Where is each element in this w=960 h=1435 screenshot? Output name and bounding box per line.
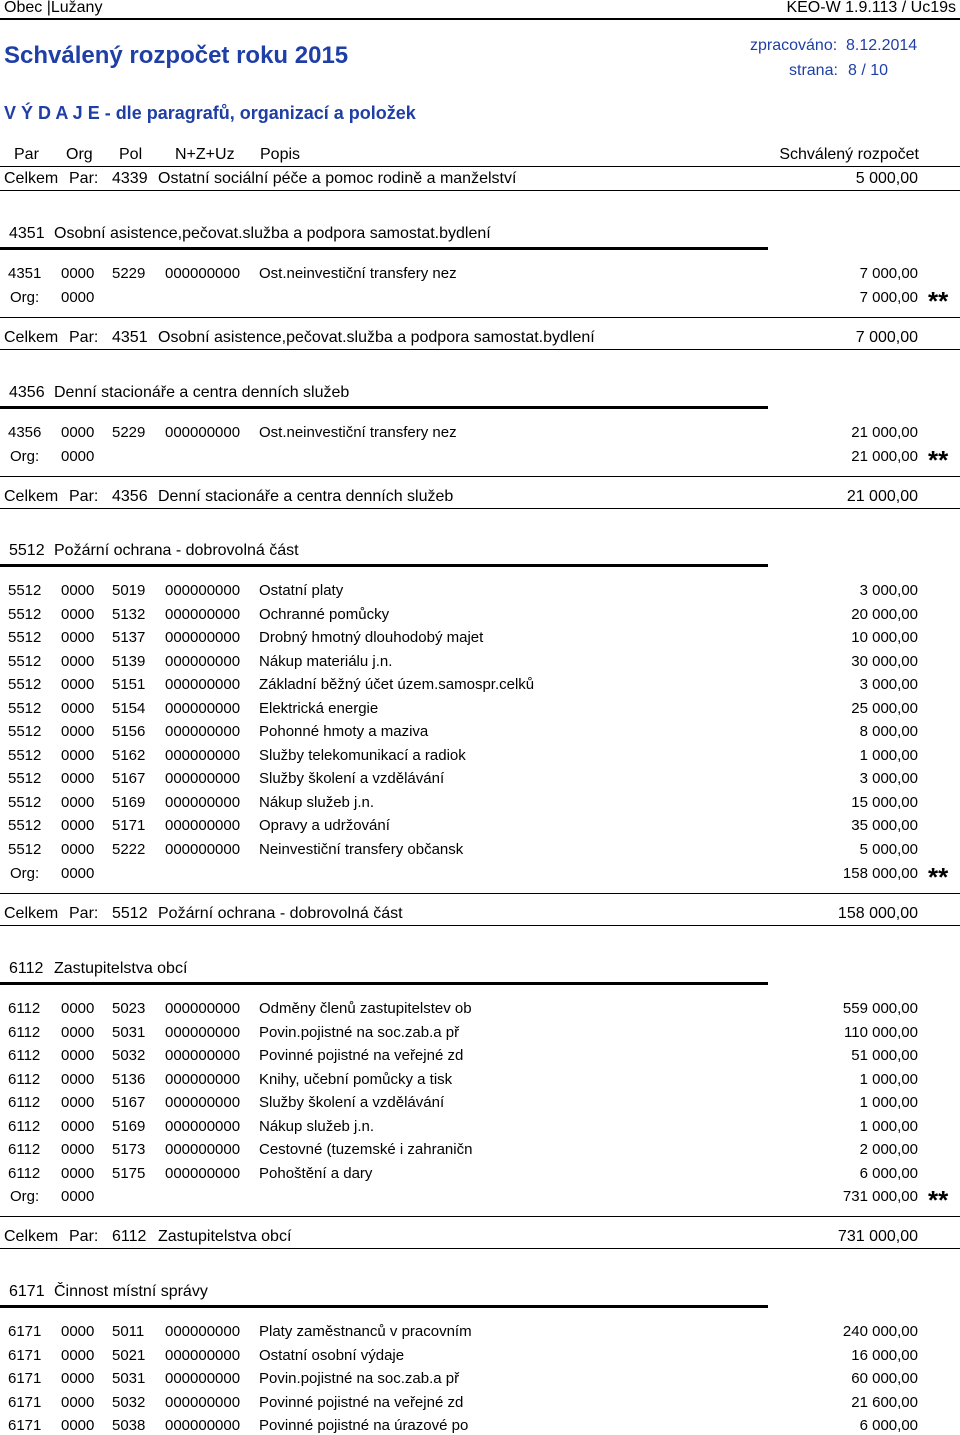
row-par: 5512 <box>8 653 42 670</box>
row-org: 0000 <box>61 629 95 646</box>
row-amount: 7 000,00 <box>859 265 918 282</box>
col-amount: Schválený rozpočet <box>779 146 919 163</box>
row-pol: 5167 <box>112 1094 146 1111</box>
org-label: Org: <box>10 289 40 306</box>
org-code: 0000 <box>61 289 95 306</box>
row-org: 0000 <box>61 1347 95 1364</box>
row-description: Nákup služeb j.n. <box>259 794 375 811</box>
row-amount: 240 000,00 <box>842 1323 918 1340</box>
row-org: 0000 <box>61 794 95 811</box>
section-par: 6171 <box>9 1283 45 1300</box>
section-par: 4351 <box>9 225 45 242</box>
org-label: Org: <box>10 1188 40 1205</box>
row-par: 5512 <box>8 747 42 764</box>
total-text: Požární ochrana - dobrovolná část <box>158 905 403 922</box>
row-description: Služby telekomunikací a radiok <box>259 747 466 764</box>
row-org: 0000 <box>61 841 95 858</box>
total-rule <box>0 190 960 191</box>
section-name: Požární ochrana - dobrovolná část <box>54 542 299 559</box>
row-nzu: 000000000 <box>165 841 241 858</box>
page-label: strana: <box>789 62 838 79</box>
row-amount: 2 000,00 <box>859 1141 918 1158</box>
row-nzu: 000000000 <box>165 582 241 599</box>
row-org: 0000 <box>61 1165 95 1182</box>
row-amount: 30 000,00 <box>851 653 918 670</box>
row-pol: 5031 <box>112 1370 146 1387</box>
row-nzu: 000000000 <box>165 606 241 623</box>
row-pol: 5175 <box>112 1165 146 1182</box>
row-pol: 5167 <box>112 770 146 787</box>
subtotal-rule <box>0 317 960 318</box>
row-org: 0000 <box>61 723 95 740</box>
row-nzu: 000000000 <box>165 1000 241 1017</box>
row-description: Povinné pojistné na úrazové po <box>259 1417 469 1434</box>
total-par-label: Par: <box>69 1228 99 1245</box>
total-par: 5512 <box>112 905 148 922</box>
row-description: Cestovné (tuzemské i zahraničn <box>259 1141 473 1158</box>
row-pol: 5169 <box>112 1118 146 1135</box>
row-description: Povinné pojistné na veřejné zd <box>259 1394 464 1411</box>
row-nzu: 000000000 <box>165 424 241 441</box>
row-amount: 6 000,00 <box>859 1165 918 1182</box>
section-rule <box>0 564 768 567</box>
row-nzu: 000000000 <box>165 1417 241 1434</box>
row-description: Knihy, učební pomůcky a tisk <box>259 1071 453 1088</box>
row-amount: 1 000,00 <box>859 1094 918 1111</box>
row-description: Odměny členů zastupitelstev ob <box>259 1000 472 1017</box>
row-amount: 5 000,00 <box>859 841 918 858</box>
row-par: 4356 <box>8 424 42 441</box>
row-description: Služby školení a vzdělávání <box>259 1094 445 1111</box>
row-nzu: 000000000 <box>165 1394 241 1411</box>
row-description: Ochranné pomůcky <box>259 606 390 623</box>
total-amount: 7 000,00 <box>855 329 918 346</box>
org-name: Obec |Lužany <box>4 0 103 16</box>
total-par: 4339 <box>112 170 148 187</box>
row-par: 6171 <box>8 1323 42 1340</box>
page-title: Schválený rozpočet roku 2015 <box>4 42 349 69</box>
total-par-label: Par: <box>69 905 99 922</box>
org-amount: 21 000,00 <box>851 448 918 465</box>
report-subtitle: V Ý D A J E - dle paragrafů, organizací a položek <box>4 103 416 123</box>
row-par: 4351 <box>8 265 42 282</box>
subtotal-stars: ** <box>928 445 949 475</box>
section-par: 6112 <box>9 960 44 977</box>
row-nzu: 000000000 <box>165 1165 241 1182</box>
row-org: 0000 <box>61 1394 95 1411</box>
row-nzu: 000000000 <box>165 700 241 717</box>
row-description: Povin.pojistné na soc.zab.a př <box>259 1024 460 1041</box>
row-org: 0000 <box>61 1094 95 1111</box>
row-description: Pohonné hmoty a maziva <box>259 723 429 740</box>
section-rule <box>0 1305 768 1308</box>
row-org: 0000 <box>61 1047 95 1064</box>
row-org: 0000 <box>61 1141 95 1158</box>
row-pol: 5023 <box>112 1000 146 1017</box>
row-description: Povinné pojistné na veřejné zd <box>259 1047 464 1064</box>
row-amount: 3 000,00 <box>859 770 918 787</box>
col-par: Par <box>14 146 39 163</box>
row-nzu: 000000000 <box>165 747 241 764</box>
row-pol: 5156 <box>112 723 146 740</box>
row-pol: 5154 <box>112 700 146 717</box>
subtotal-stars: ** <box>928 286 949 316</box>
row-par: 6171 <box>8 1347 42 1364</box>
row-amount: 6 000,00 <box>859 1417 918 1434</box>
total-label: Celkem <box>4 905 59 922</box>
row-amount: 21 600,00 <box>851 1394 918 1411</box>
org-amount: 731 000,00 <box>842 1188 918 1205</box>
total-rule <box>0 508 960 509</box>
row-pol: 5032 <box>112 1047 146 1064</box>
total-par: 4356 <box>112 488 148 505</box>
total-par-label: Par: <box>69 170 99 187</box>
row-amount: 21 000,00 <box>851 424 918 441</box>
org-label: Org: <box>10 865 40 882</box>
row-par: 6112 <box>8 1000 41 1017</box>
row-par: 5512 <box>8 770 42 787</box>
total-text: Osobní asistence,pečovat.služba a podpora samostat.bydlení <box>158 329 595 346</box>
row-org: 0000 <box>61 1024 95 1041</box>
version-label: KEO-W 1.9.113 / Uc19s <box>786 0 956 16</box>
row-pol: 5169 <box>112 794 146 811</box>
row-pol: 5011 <box>112 1323 145 1340</box>
row-par: 5512 <box>8 700 42 717</box>
row-org: 0000 <box>61 1417 95 1434</box>
row-amount: 110 000,00 <box>844 1024 918 1041</box>
row-org: 0000 <box>61 424 95 441</box>
total-text: Ostatní sociální péče a pomoc rodině a manželství <box>158 170 517 187</box>
row-pol: 5031 <box>112 1024 146 1041</box>
row-pol: 5171 <box>112 817 146 834</box>
total-rule <box>0 349 960 350</box>
subtotal-rule <box>0 1216 960 1217</box>
row-org: 0000 <box>61 700 95 717</box>
row-par: 6171 <box>8 1370 42 1387</box>
row-amount: 1 000,00 <box>859 747 918 764</box>
row-nzu: 000000000 <box>165 723 241 740</box>
org-code: 0000 <box>61 865 95 882</box>
total-label: Celkem <box>4 170 59 187</box>
row-amount: 51 000,00 <box>851 1047 918 1064</box>
row-amount: 15 000,00 <box>851 794 918 811</box>
col-nzu: N+Z+Uz <box>175 146 235 163</box>
row-nzu: 000000000 <box>165 265 241 282</box>
row-nzu: 000000000 <box>165 629 241 646</box>
row-par: 5512 <box>8 629 42 646</box>
section-rule <box>0 982 768 985</box>
row-par: 5512 <box>8 841 42 858</box>
row-amount: 16 000,00 <box>851 1347 918 1364</box>
row-amount: 10 000,00 <box>851 629 918 646</box>
total-par: 6112 <box>112 1228 147 1245</box>
row-pol: 5162 <box>112 747 146 764</box>
row-nzu: 000000000 <box>165 1118 241 1135</box>
total-amount: 158 000,00 <box>837 905 918 922</box>
section-name: Osobní asistence,pečovat.služba a podpora samostat.bydlení <box>54 225 491 242</box>
row-nzu: 000000000 <box>165 676 241 693</box>
row-par: 6112 <box>8 1165 41 1182</box>
row-amount: 3 000,00 <box>859 582 918 599</box>
col-pol: Pol <box>119 146 143 163</box>
row-description: Základní běžný účet územ.samospr.celků <box>259 676 535 693</box>
total-par: 4351 <box>112 329 148 346</box>
row-nzu: 000000000 <box>165 1024 241 1041</box>
row-org: 0000 <box>61 1071 95 1088</box>
total-amount: 21 000,00 <box>846 488 918 505</box>
section-rule <box>0 406 768 409</box>
col-org: Org <box>66 146 93 163</box>
row-description: Služby školení a vzdělávání <box>259 770 445 787</box>
subtotal-stars: ** <box>928 1185 949 1215</box>
row-pol: 5137 <box>112 629 146 646</box>
row-amount: 8 000,00 <box>859 723 918 740</box>
row-org: 0000 <box>61 747 95 764</box>
total-text: Zastupitelstva obcí <box>158 1228 292 1245</box>
row-org: 0000 <box>61 770 95 787</box>
row-nzu: 000000000 <box>165 1047 241 1064</box>
row-pol: 5136 <box>112 1071 146 1088</box>
row-org: 0000 <box>61 1000 95 1017</box>
row-nzu: 000000000 <box>165 1141 241 1158</box>
row-pol: 5222 <box>112 841 146 858</box>
total-text: Denní stacionáře a centra denních služeb <box>158 488 454 505</box>
row-pol: 5229 <box>112 424 146 441</box>
org-label: Org: <box>10 448 40 465</box>
total-rule <box>0 925 960 926</box>
row-amount: 1 000,00 <box>859 1071 918 1088</box>
row-par: 5512 <box>8 817 42 834</box>
section-par: 4356 <box>9 384 45 401</box>
row-pol: 5021 <box>112 1347 146 1364</box>
total-label: Celkem <box>4 1228 59 1245</box>
row-org: 0000 <box>61 676 95 693</box>
total-label: Celkem <box>4 329 59 346</box>
total-label: Celkem <box>4 488 59 505</box>
row-description: Nákup materiálu j.n. <box>259 653 393 670</box>
row-description: Ostatní platy <box>259 582 344 599</box>
row-pol: 5139 <box>112 653 146 670</box>
row-org: 0000 <box>61 1370 95 1387</box>
subtotal-rule <box>0 476 960 477</box>
row-description: Ost.neinvestiční transfery nez <box>259 424 457 441</box>
row-par: 6112 <box>8 1071 41 1088</box>
row-nzu: 000000000 <box>165 1323 241 1340</box>
row-amount: 25 000,00 <box>851 700 918 717</box>
top-rule <box>0 18 960 20</box>
row-description: Drobný hmotný dlouhodobý majet <box>259 629 484 646</box>
row-par: 5512 <box>8 582 42 599</box>
row-description: Ost.neinvestiční transfery nez <box>259 265 457 282</box>
row-par: 5512 <box>8 676 42 693</box>
row-par: 6171 <box>8 1394 42 1411</box>
row-pol: 5173 <box>112 1141 146 1158</box>
row-par: 6112 <box>8 1024 41 1041</box>
page-number: 8 / 10 <box>848 62 889 79</box>
col-popis: Popis <box>260 146 301 163</box>
row-par: 6112 <box>8 1047 41 1064</box>
row-description: Opravy a udržování <box>259 817 390 834</box>
subtotal-rule <box>0 893 960 894</box>
section-rule <box>0 247 768 250</box>
header-rule <box>0 166 960 167</box>
row-org: 0000 <box>61 817 95 834</box>
row-description: Elektrická energie <box>259 700 379 717</box>
row-org: 0000 <box>61 1118 95 1135</box>
row-amount: 559 000,00 <box>842 1000 918 1017</box>
row-description: Povin.pojistné na soc.zab.a př <box>259 1370 460 1387</box>
row-par: 6112 <box>8 1094 41 1111</box>
row-pol: 5229 <box>112 265 146 282</box>
row-org: 0000 <box>61 265 95 282</box>
row-amount: 3 000,00 <box>859 676 918 693</box>
org-code: 0000 <box>61 448 95 465</box>
processed-label: zpracováno: <box>750 37 838 54</box>
row-par: 5512 <box>8 606 42 623</box>
row-par: 6171 <box>8 1417 42 1434</box>
row-amount: 60 000,00 <box>851 1370 918 1387</box>
row-pol: 5038 <box>112 1417 146 1434</box>
total-par-label: Par: <box>69 329 99 346</box>
row-nzu: 000000000 <box>165 794 241 811</box>
row-description: Pohoštění a dary <box>259 1165 373 1182</box>
row-nzu: 000000000 <box>165 1071 241 1088</box>
org-amount: 158 000,00 <box>842 865 918 882</box>
section-par: 5512 <box>9 542 45 559</box>
org-code: 0000 <box>61 1188 95 1205</box>
row-par: 6112 <box>8 1118 41 1135</box>
section-name: Zastupitelstva obcí <box>54 960 188 977</box>
org-amount: 7 000,00 <box>859 289 918 306</box>
row-nzu: 000000000 <box>165 1347 241 1364</box>
row-par: 5512 <box>8 723 42 740</box>
row-amount: 1 000,00 <box>859 1118 918 1135</box>
row-pol: 5132 <box>112 606 146 623</box>
row-pol: 5032 <box>112 1394 146 1411</box>
section-name: Činnost místní správy <box>54 1283 208 1300</box>
subtotal-stars: ** <box>928 862 949 892</box>
row-par: 6112 <box>8 1141 41 1158</box>
row-nzu: 000000000 <box>165 1370 241 1387</box>
row-amount: 35 000,00 <box>851 817 918 834</box>
row-org: 0000 <box>61 582 95 599</box>
row-description: Nákup služeb j.n. <box>259 1118 375 1135</box>
row-org: 0000 <box>61 606 95 623</box>
row-nzu: 000000000 <box>165 653 241 670</box>
row-description: Ostatní osobní výdaje <box>259 1347 405 1364</box>
row-org: 0000 <box>61 1323 95 1340</box>
total-amount: 5 000,00 <box>855 170 918 187</box>
row-description: Platy zaměstnanců v pracovním <box>259 1323 472 1340</box>
row-pol: 5019 <box>112 582 146 599</box>
row-amount: 20 000,00 <box>851 606 918 623</box>
total-amount: 731 000,00 <box>837 1228 918 1245</box>
row-nzu: 000000000 <box>165 770 241 787</box>
row-description: Neinvestiční transfery občansk <box>259 841 464 858</box>
row-nzu: 000000000 <box>165 1094 241 1111</box>
total-rule <box>0 1248 960 1249</box>
row-org: 0000 <box>61 653 95 670</box>
row-pol: 5151 <box>112 676 146 693</box>
section-name: Denní stacionáře a centra denních služeb <box>54 384 350 401</box>
row-nzu: 000000000 <box>165 817 241 834</box>
row-par: 5512 <box>8 794 42 811</box>
processed-date: 8.12.2014 <box>846 37 918 54</box>
total-par-label: Par: <box>69 488 99 505</box>
